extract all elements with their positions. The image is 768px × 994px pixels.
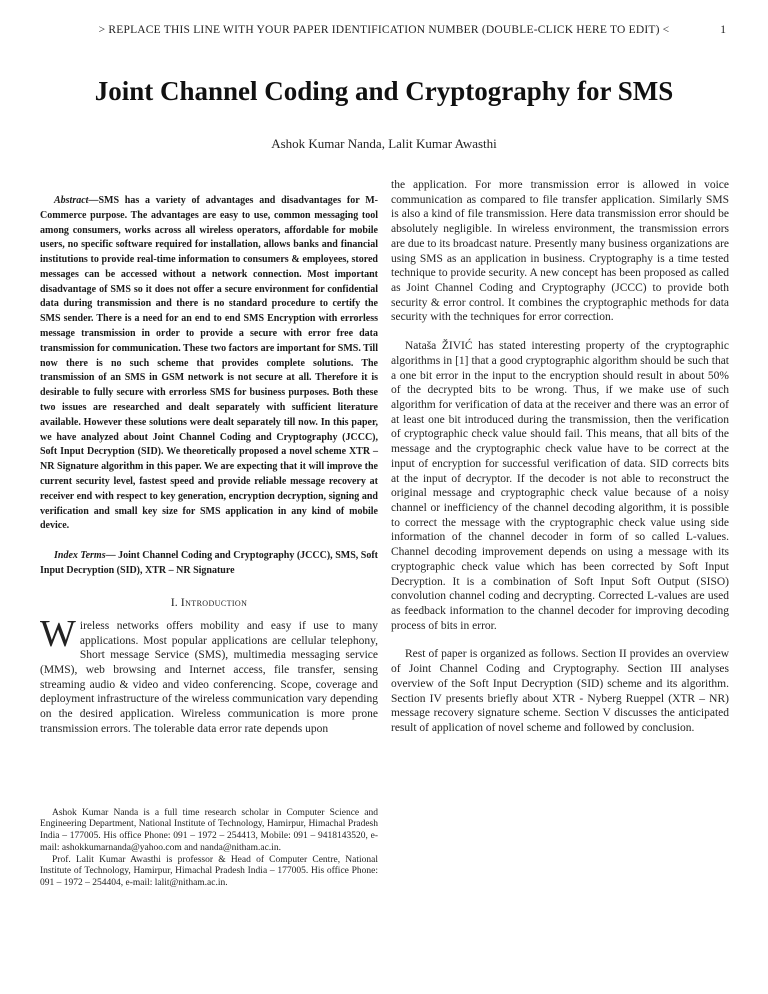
abstract-paragraph — [40, 194, 378, 534]
running-head-text[interactable]: > REPLACE THIS LINE WITH YOUR PAPER IDENTIFICATION NUMBER (DOUBLE-CLICK HERE TO EDIT) < — [98, 24, 670, 36]
footnote-awasthi: Prof. Lalit Kumar Awasthi is professor & Head of Computer Centre, National Institute of Technology, Hamirpur, Himachal Pradesh India – 177005. His office Phone: 091 – 1972 – 254404, e-mail: lalit@nitham.ac.in. — [40, 854, 378, 889]
left-column — [40, 178, 378, 894]
body-paragraph-2: Nataša ŽIVIĆ has stated interesting property of the cryptographic algorithms in [1] that a good cryptographic algorithm should be such that a one bit error in the input to the encryption should result in about 50% of the decrypted bits to be wrong. Thus, if we make use of such algorithm for verification of data at the receiver and there was an error of at least one bit introduced during the transmission, then the verification of cryptographic check value should fail. This means, that all bits of the message and the cryptographic check value have to be correct at the input of encryption for successful verification of data. SID corrects bits at the input of decryptor. If the decoder is not able to reconstruct the original message and cryptographic check value because of a noisy channel or inefficiency of the channel decoding algorithm, it is possible to correct the message with the cryptographic check value using side information of the channel decoder in form of so called L-values. Channel decoding improvement depends on using a message with its cryptographic check value which has been corrected by Soft Input Decryption. It is a combination of Soft Input Soft Output (SISO) convolution channel coding and decrypting. Corrected L-values are used as feedback information to the channel decoder for improving decoding process of bits in error. — [391, 340, 729, 632]
intro-paragraph — [40, 612, 378, 737]
body-paragraph-1: the application. For more transmission error is allowed in voice communication as compared to file transfer application. Similarly SMS is also a kind of file transmission. Here data transmission error should be absolutely negligible. In wireless environment, the transmission errors are due to its broadcast nature. Presently many business organizations are using SMS as an application in business. Cryptography is a time tested technique to provide security. A new concept has been proposed as called as Joint Channel Coding and Cryptography (JCCC) to provide both security & error control. It combines the cryptographic methods for data security with the techniques for error correction. — [391, 178, 729, 324]
footnote-nanda: Ashok Kumar Nanda is a full time research scholar in Computer Science and Engineering Department, National Institute of Technology, Hamirpur, Himachal Pradesh India – 177005. His office Phone: 091 – 1972 – 254413, Mobile: 091 – 9418143520, e-mail: ashokkumarnanda@yahoo.com and nanda@nitham.ac.in. — [40, 807, 378, 853]
index-terms-text: — Joint Channel Coding and Cryptography (JCCC), SMS, Soft Input Decryption (SID), XTR – NR Signature — [40, 550, 378, 577]
section-title: Introduction — [180, 594, 248, 609]
intro-text: ireless networks offers mobility and easy if use to many applications. Most popular applications are cellular telephony, Short message Service (SMS), multimedia messaging service (MMS), web browsing and Internet access, file transfer, sensing streaming audio & video and video conferencing. Scope, coverage and deployment infrastructure of the wireless communication vary depending on the desired application. Wireless communication is more prone transmission errors. The tolerable data error rate depends upon — [40, 619, 378, 735]
paper-title: Joint Channel Coding and Cryptography for SMS — [94, 76, 674, 106]
abstract-label: Abstract — [54, 194, 89, 206]
page-number: 1 — [720, 24, 726, 36]
running-head — [40, 24, 728, 40]
section-number: I. — [170, 594, 178, 609]
section-heading-introduction — [40, 595, 378, 610]
two-column-body — [40, 178, 728, 894]
author-footnotes — [40, 808, 378, 894]
body-paragraph-3: Rest of paper is organized as follows. Section II provides an overview of Joint Channel Coding and Cryptography. Section III analyses overview of the Soft Input Decryption (SID) scheme and its algorithm. Section IV presents briefly about XTR - Nyberg Rueppel (XTR – NR) message recovery signature scheme. Section V discusses the anticipated result of application of novel scheme and followed by conclusion. — [391, 648, 729, 735]
right-column — [391, 178, 729, 894]
drop-cap: W — [40, 612, 76, 655]
abstract-text: —SMS has a variety of advantages and disadvantages for M-Commerce purpose. The advantages are easy to use, common messaging tool among consumers, works across all wireless operators, affordable for mobile users, no specific software required for installation, allows banks and financial institutions to provide real-time information to consumers & employees, stored messages can be accessed without a network connection. Most important disadvantage of SMS so it does not offer a secure environment for confidential data during transmission and there is no standard procedure to certify the SMS sender. There is a need for an end to end SMS Encryption with errorless message transmission in order to provide a secure with error free data transmission for communication. These two factors are important for SMS. Till now there is no such scheme that provides complete solutions. The transmission of an SMS in GSM network is not secure at all. Therefore it is desirable to fully secure with errorless SMS for business purposes. Both these two issues are researched and dealt separately with sufficient literature available. However these solutions were dealt separately till now. In this paper, we have analyzed about Joint Channel Coding and Cryptography (JCCC), Soft Input Decryption (SID). We theoretically proposed a novel scheme XTR – NR Signature algorithm in this paper. We are expecting that it will improve the current security level, fastest speed and provide reliable message recovery at receiver end with respect to key generation, encryption decryption, signing and verification and small key size for SMS application in any kind of mobile device. — [40, 194, 378, 532]
authors-line: Ashok Kumar Nanda, Lalit Kumar Awasthi — [271, 135, 497, 151]
index-terms-label: Index Terms — [54, 550, 106, 562]
index-terms-paragraph — [40, 549, 378, 579]
